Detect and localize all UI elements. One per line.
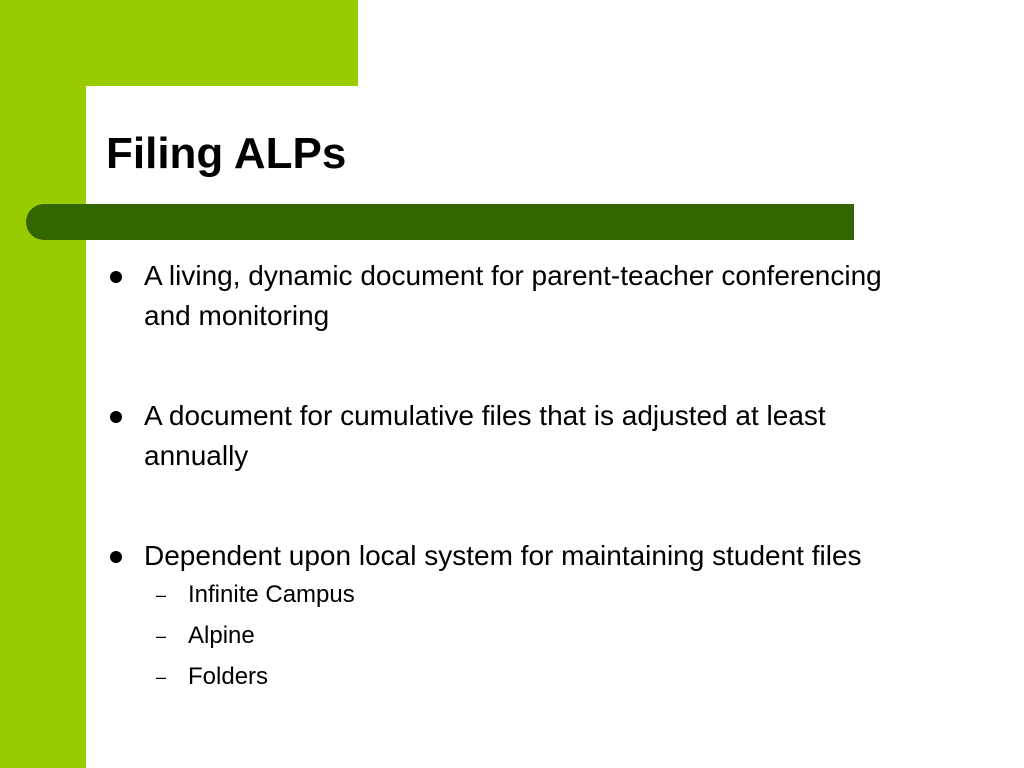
bullet-dot-icon — [110, 551, 122, 563]
dash-icon: – — [156, 585, 167, 605]
bullet-item — [106, 396, 926, 476]
sub-bullet-text: Alpine — [188, 622, 255, 649]
bullet-text: A document for cumulative files that is adjusted at least annually — [144, 400, 826, 471]
bullet-text: A living, dynamic document for parent-teacher conferencing and monitoring — [144, 260, 882, 331]
bullet-item — [106, 536, 926, 576]
left-accent-band — [0, 0, 86, 768]
slide-title: Filing ALPs — [106, 129, 347, 178]
sub-bullet-item — [106, 660, 926, 701]
bullet-dot-icon — [110, 271, 122, 283]
bullet-dot-icon — [110, 411, 122, 423]
title-underline-bar — [26, 204, 854, 240]
sub-bullet-text: Folders — [188, 663, 269, 690]
sub-bullet-item — [106, 578, 926, 619]
slide-body — [106, 256, 926, 701]
sub-bullet-text: Infinite Campus — [188, 581, 355, 608]
top-accent-band — [0, 0, 358, 86]
sub-bullet-list — [106, 578, 926, 701]
sub-bullet-item — [106, 619, 926, 660]
bullet-item — [106, 256, 926, 336]
dash-icon: – — [156, 667, 167, 687]
bullet-text: Dependent upon local system for maintaining student files — [144, 540, 862, 571]
dash-icon: – — [156, 626, 167, 646]
